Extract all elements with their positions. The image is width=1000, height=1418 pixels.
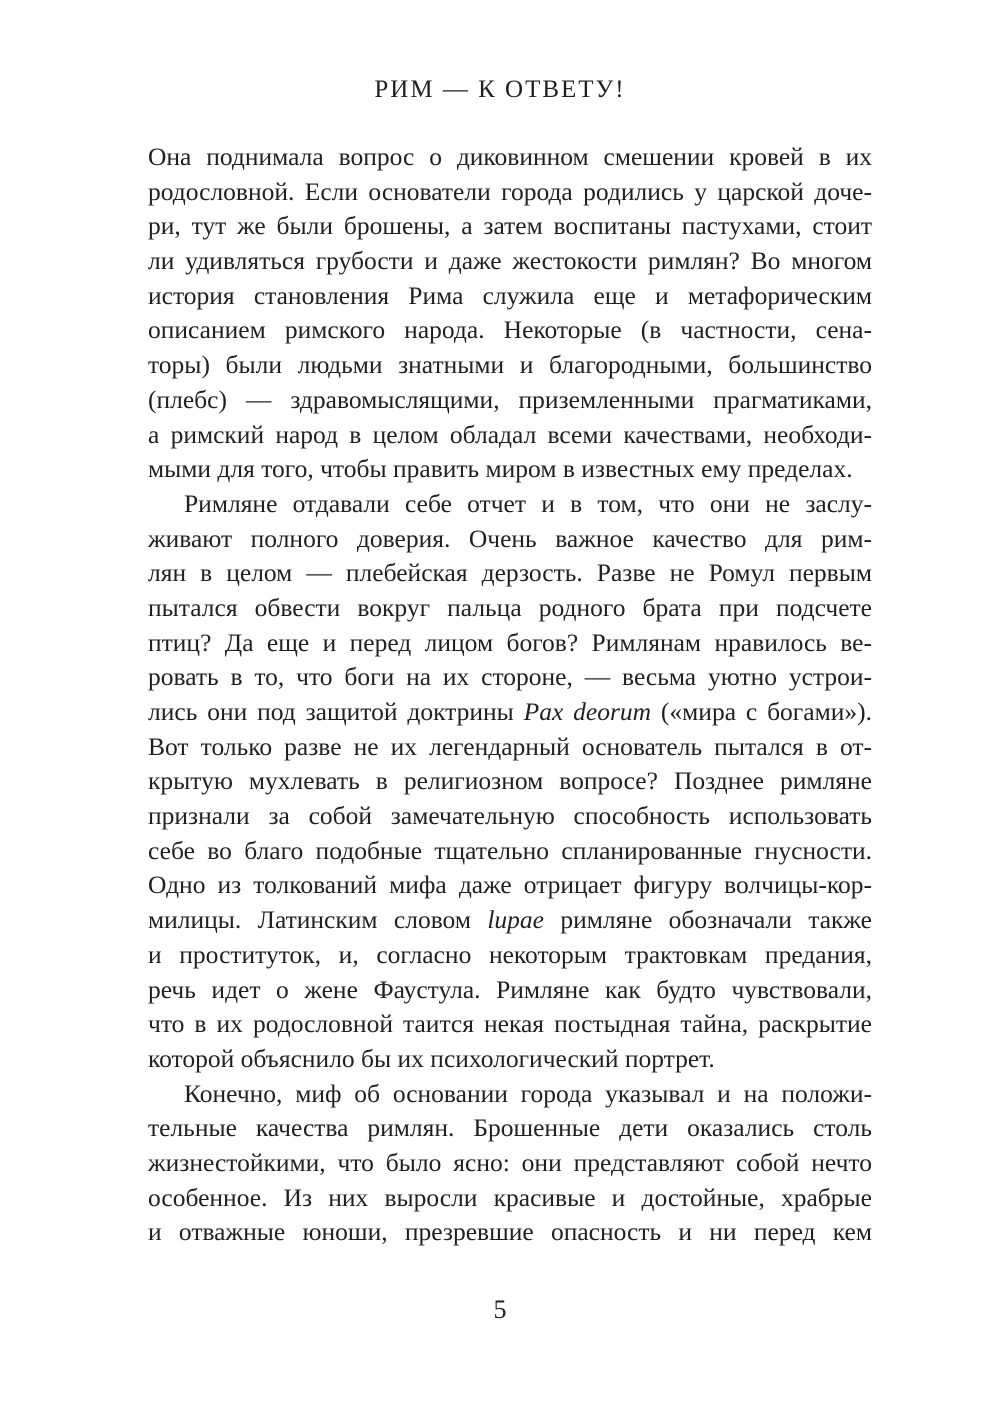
text-line bbox=[148, 695, 872, 730]
text-line: родословной. Если основатели города родились у царской доче- bbox=[148, 176, 872, 206]
paragraph-2 bbox=[148, 487, 872, 1077]
text-line: история становления Рима служила еще и метафорическим bbox=[148, 280, 872, 310]
text-line: Она поднимала вопрос о диковинном смешении кровей в их bbox=[148, 142, 872, 171]
text-line: мыми для того, чтобы править миром в известных ему пределах. bbox=[148, 454, 853, 484]
text-line: особенное. Из них выросли красивые и достойные, храбрые bbox=[148, 1182, 872, 1212]
text-line bbox=[148, 903, 872, 938]
text-line: ри, тут же были брошены, а затем воспитаны пастухами, стоит bbox=[148, 211, 872, 241]
text-line: лян в целом — плебейская дерзость. Разве не Ромул первым bbox=[148, 558, 872, 588]
text-line: жизнестойкими, что было ясно: они представляют собой нечто bbox=[148, 1147, 872, 1177]
text-segment: лись они под защитой доктрины bbox=[148, 697, 524, 726]
paragraph-1 bbox=[148, 140, 872, 487]
latin-term-lupae: lupae bbox=[487, 905, 544, 935]
text-line: себе во благо подобные тщательно спланированные гнусности. bbox=[148, 835, 872, 865]
text-line: речь идет о жене Фаустула. Римляне как будто чувствовали, bbox=[148, 974, 872, 1004]
text-line: Римляне отдавали себе отчет и в том, что они не заслу- bbox=[184, 488, 872, 518]
text-line: что в их родословной таится некая постыдная тайна, раскрытие bbox=[148, 1009, 872, 1039]
text-line: ровать в то, что боги на их стороне, — весьма уютно устрои- bbox=[148, 662, 872, 692]
text-line: Вот только разве не их легендарный основатель пытался в от- bbox=[148, 731, 872, 761]
text-line: признали за собой замечательную способность использовать bbox=[148, 801, 872, 831]
text-line: а римский народ в целом обладал всеми качествами, необходи- bbox=[148, 419, 872, 449]
text-line: и отважные юноши, презревшие опасность и ни перед кем bbox=[148, 1217, 872, 1247]
text-line: тельные качества римлян. Брошенные дети оказались столь bbox=[148, 1113, 872, 1143]
page-number: 5 bbox=[493, 1295, 507, 1324]
text-line: пытался обвести вокруг пальца родного брата при подсчете bbox=[148, 592, 872, 622]
latin-term-pax-deorum: Pax deorum bbox=[523, 697, 652, 726]
text-line: (плебс) — здравомыслящими, приземленными прагматиками, bbox=[148, 384, 872, 414]
text-line: и проституток, и, согласно некоторым трактовкам предания, bbox=[148, 939, 872, 969]
text-segment: римляне обозначали также bbox=[543, 905, 872, 935]
paragraph-3 bbox=[148, 1077, 872, 1250]
text-line: торы) были людьми знатными и благородными, большинство bbox=[148, 350, 872, 380]
text-line: которой объяснило бы их психологический портрет. bbox=[148, 1043, 715, 1073]
text-line: ли удивляться грубости и даже жестокости римлян? Во многом bbox=[148, 246, 872, 276]
text-line: птиц? Да еще и перед лицом богов? Римлянам нравилось ве- bbox=[148, 627, 872, 657]
body-text bbox=[148, 140, 872, 1250]
text-segment: («мира с богами»). bbox=[651, 697, 872, 726]
text-line: живают полного доверия. Очень важное качество для рим- bbox=[148, 523, 872, 553]
text-segment: милицы. Латинским словом bbox=[148, 905, 488, 935]
text-line: Одно из толкований мифа даже отрицает фигуру волчицы-кор- bbox=[148, 870, 872, 900]
text-line: Конечно, миф об основании города указывал и на положи- bbox=[184, 1078, 872, 1108]
text-line: крытую мухлевать в религиозном вопросе? Позднее римляне bbox=[148, 766, 872, 796]
text-line: описанием римского народа. Некоторые (в частности, сена- bbox=[148, 315, 872, 345]
running-header: РИМ — К ОТВЕТУ! bbox=[374, 76, 626, 103]
